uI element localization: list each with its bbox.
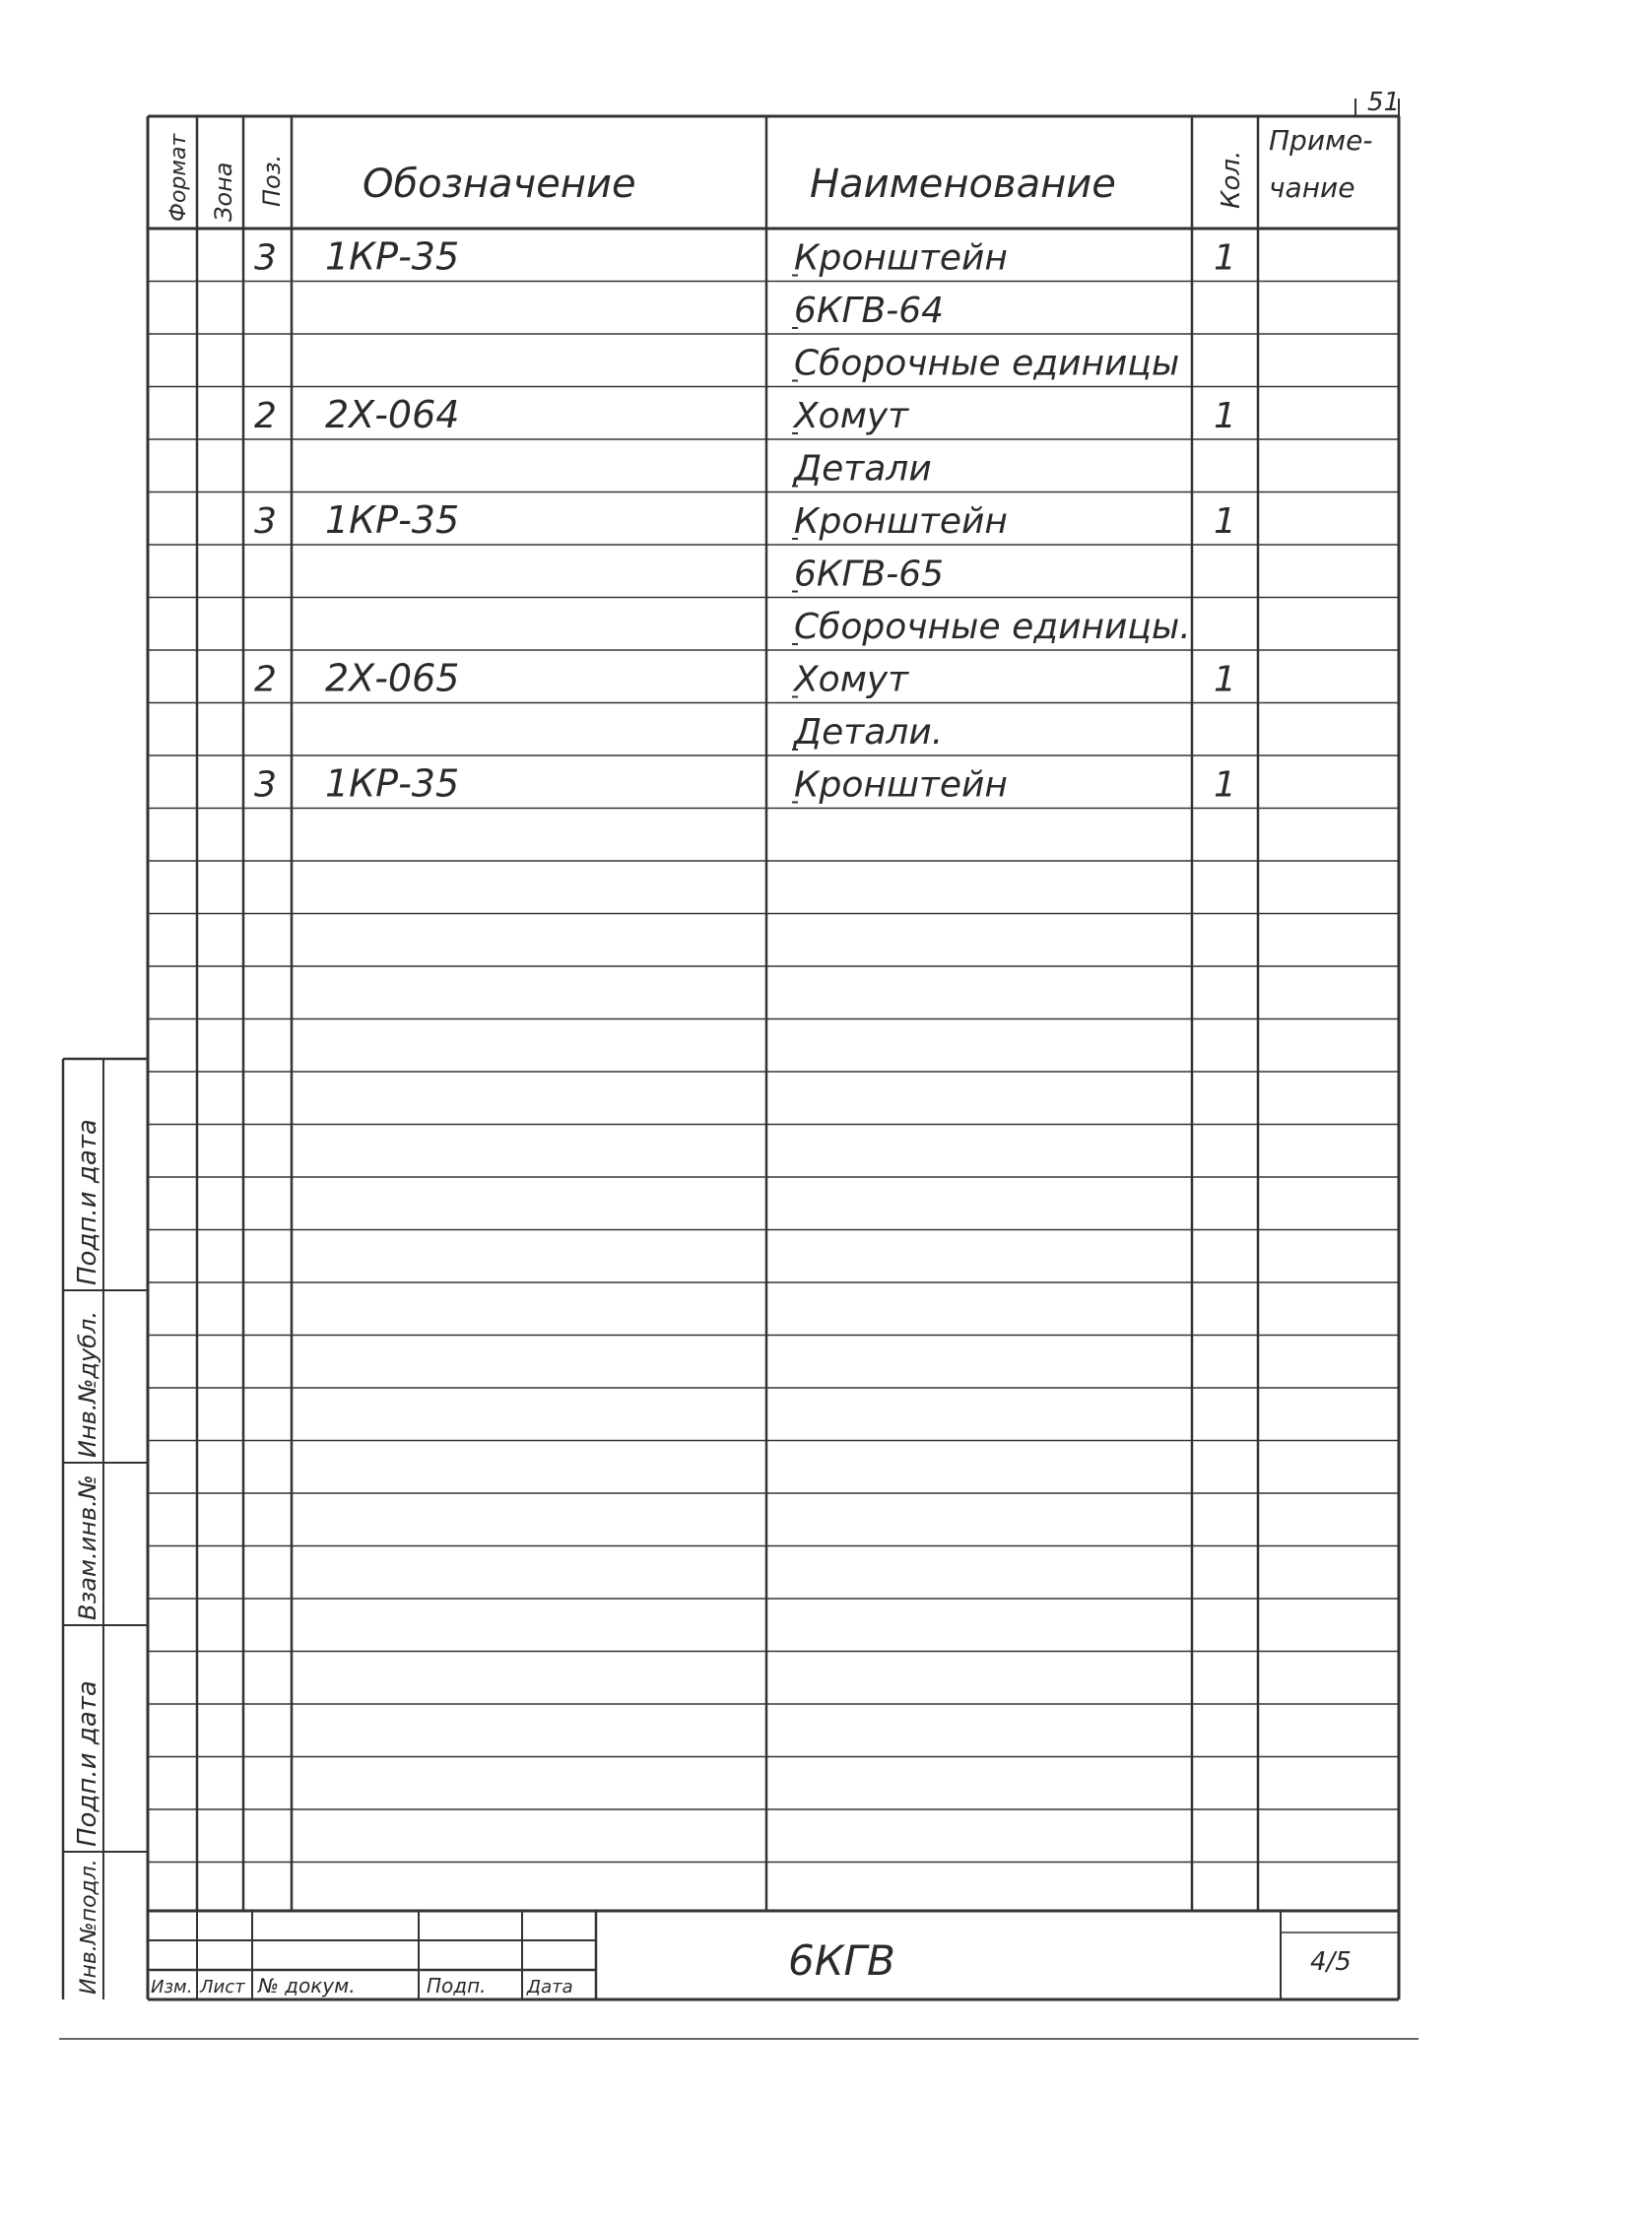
row-designation: 1КР-35 <box>325 498 460 542</box>
stamp-inv-dubl: Инв.№дубл. <box>74 1311 101 1458</box>
row-pos: 2 <box>254 659 277 700</box>
tb-izm-label: Изм. <box>151 1977 193 1998</box>
row-qty: 1 <box>1214 396 1236 436</box>
row-name: Хомут <box>794 659 909 700</box>
row-name: Кронштейн <box>794 237 1008 279</box>
table-body <box>254 235 1236 806</box>
row-pos: 3 <box>254 237 277 279</box>
tb-sheet: 4/5 <box>1310 1947 1352 1977</box>
row-pos: 3 <box>254 501 277 542</box>
table-row <box>792 607 1191 647</box>
col-designation-label: Обозначение <box>363 162 636 207</box>
col-format-label: Формат <box>166 133 191 222</box>
table-row <box>792 555 944 595</box>
row-name: 6КГВ-65 <box>794 554 945 595</box>
row-name: Сборочные единицы <box>794 343 1180 384</box>
row-designation: 1КР-35 <box>325 761 460 806</box>
table-row <box>792 344 1179 384</box>
col-qty-label: Кол. <box>1217 150 1246 209</box>
table-row <box>254 393 1236 436</box>
row-qty: 1 <box>1214 659 1236 700</box>
row-pos: 2 <box>254 396 277 436</box>
stamp-podp-data-2: Подп.и дата <box>73 1119 102 1285</box>
table-row <box>254 235 1236 279</box>
row-designation: 1КР-35 <box>325 234 460 279</box>
tb-list-label: Лист <box>200 1977 245 1998</box>
row-name: Хомут <box>794 396 909 436</box>
table-row <box>792 291 944 331</box>
col-zone-label: Зона <box>210 162 237 222</box>
stamp-podp-data-1: Подп.и дата <box>73 1680 102 1847</box>
col-note-label-line2: чание <box>1269 171 1355 204</box>
row-name: 6КГВ-64 <box>794 291 945 331</box>
table-row <box>254 498 1236 542</box>
tb-podp-label: Подп. <box>427 1974 487 1998</box>
row-qty: 1 <box>1214 764 1236 806</box>
row-qty: 1 <box>1214 501 1236 542</box>
table-row <box>254 657 1236 700</box>
row-designation: 2Х-065 <box>325 656 460 700</box>
row-pos: 3 <box>254 764 277 806</box>
row-name: Детали. <box>794 712 944 753</box>
table-row <box>254 762 1236 806</box>
stamp-vzam-inv: Взам.инв.№ <box>74 1474 101 1620</box>
row-designation: 2Х-064 <box>325 393 460 436</box>
side-stamp <box>73 1119 102 1995</box>
title-block <box>148 1911 1399 1999</box>
row-name: Детали <box>794 448 932 490</box>
row-name: Кронштейн <box>794 501 1008 542</box>
row-qty: 1 <box>1214 237 1236 279</box>
col-name-label: Наименование <box>810 162 1116 207</box>
tb-doc-label: № докум. <box>258 1974 356 1998</box>
stamp-inv-podl: Инв.№подл. <box>77 1859 101 1995</box>
sheet-number: 51 <box>1367 88 1401 117</box>
tb-data-label: Дата <box>527 1977 573 1998</box>
col-pos-label: Поз. <box>258 154 286 207</box>
table-row <box>792 449 932 490</box>
row-name: Кронштейн <box>794 764 1008 806</box>
tb-designation: 6КГВ <box>788 1936 895 1985</box>
col-note-label-line1: Приме- <box>1269 124 1373 157</box>
row-name: Сборочные единицы. <box>794 607 1191 647</box>
table-row <box>792 712 943 753</box>
